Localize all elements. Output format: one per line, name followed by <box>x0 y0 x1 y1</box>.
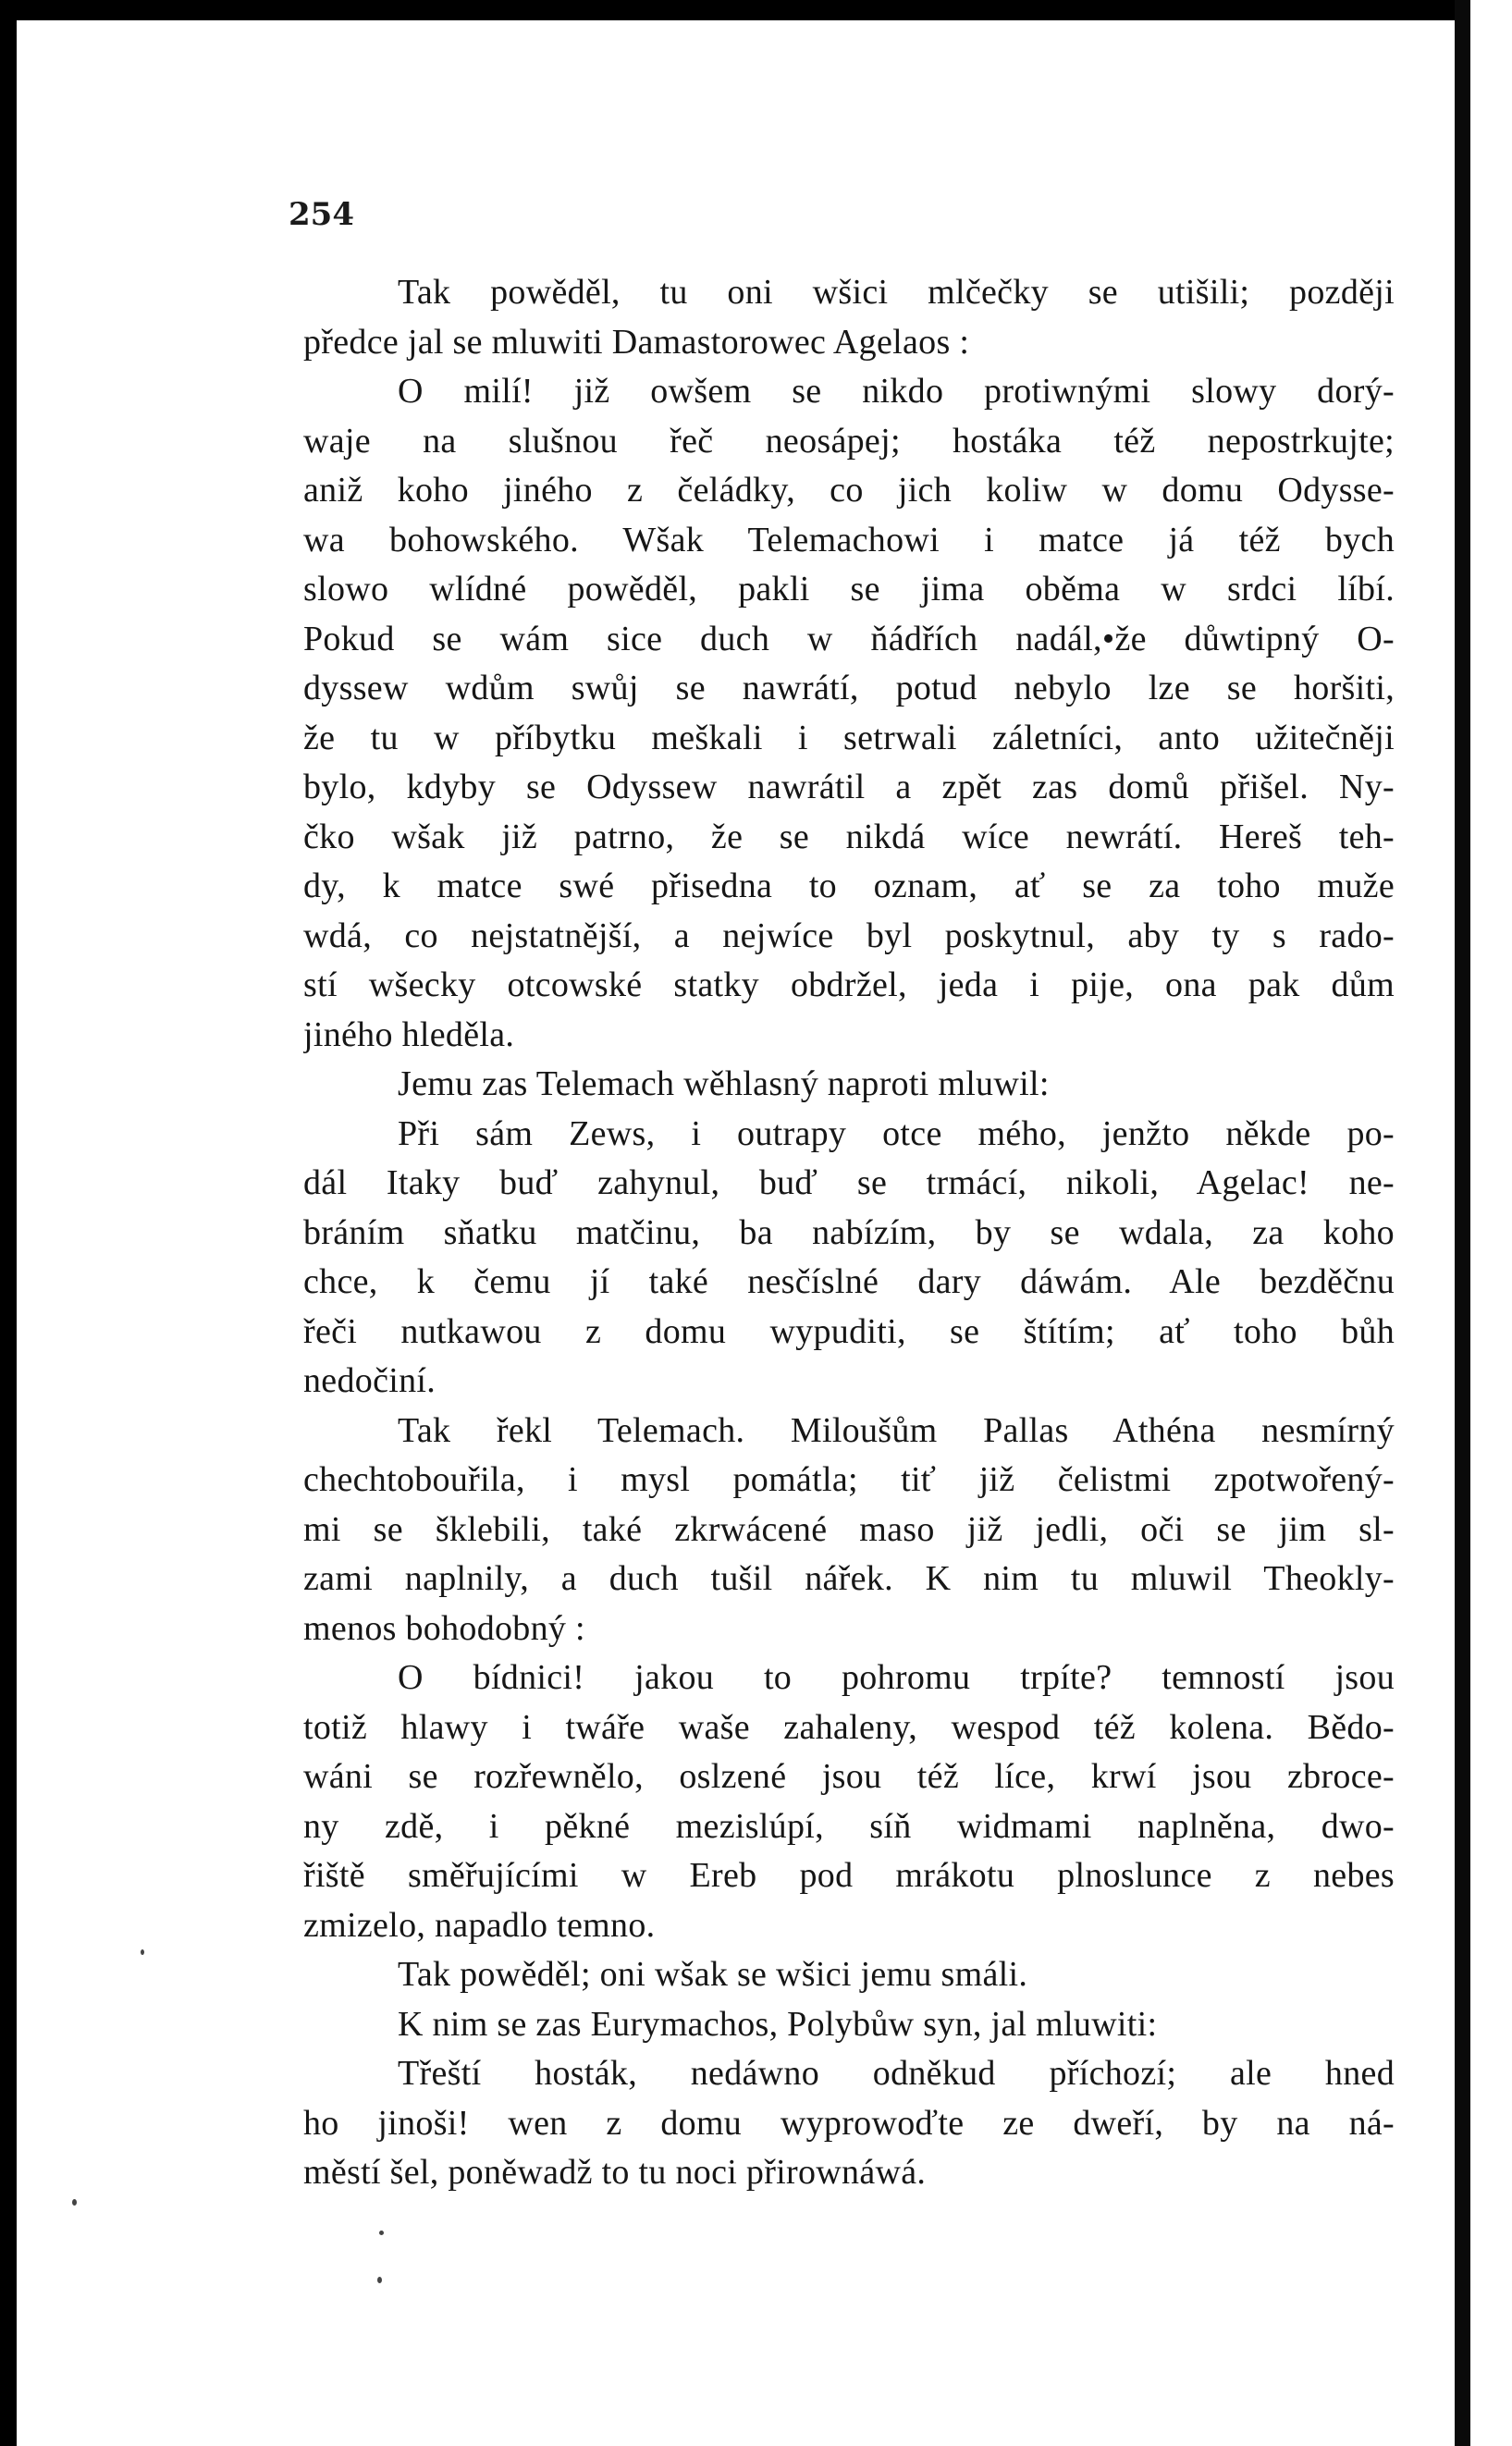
text-line: stí wšecky otcowské statky obdržel, jeda i pije, ona pak dům <box>303 965 1395 1004</box>
text-line: wáni se rozřewnělo, oslzené jsou též líce, krwí jsou zbroce- <box>303 1757 1395 1796</box>
text-line: řeči nutkawou z domu wypuditi, se štítím; ať toho bůh <box>303 1311 1395 1351</box>
text-line: bráním sňatku matčinu, ba nabízím, by se wdala, za koho <box>303 1212 1395 1252</box>
text-line: waje na slušnou řeč neosápej; hostáka též nepostrkujte; <box>303 421 1395 461</box>
text-line: bylo, kdyby se Odyssew nawrátil a zpět zas domů přišel. Ny- <box>303 768 1395 806</box>
text-line: wa bohowského. Wšak Telemachowi i matce já též bych <box>303 520 1395 559</box>
text-line: aniž koho jiného z čeládky, co jich koliw w domu Odysse- <box>303 471 1395 510</box>
text-line: chechtobouřila, i mysl pomátla; tiť již čelistmi zpotwořený- <box>303 1460 1395 1499</box>
text-line: O milí! již owšem se nikdo protiwnými slowy dorý- <box>398 372 1395 411</box>
text-line: dy, k matce swé přisedna to oznam, ať se za toho muže <box>303 867 1395 905</box>
text-line: Třeští hosták, nedáwno odněkud příchozí; ale hned <box>398 2054 1395 2093</box>
text-line: K nim se zas Eurymachos, Polybůw syn, jal mluwiti: <box>398 2004 1158 2044</box>
text-line: Tak řekl Telemach. Miloušům Pallas Athéna nesmírný <box>398 1410 1395 1450</box>
text-line: nedočiní. <box>303 1361 436 1400</box>
text-line: menos bohodobný : <box>303 1608 585 1648</box>
text-line: O bídnici! jakou to pohromu trpíte? temností jsou <box>398 1658 1395 1697</box>
text-line: wdá, co nejstatnější, a nejwíce byl poskytnul, aby ty s rado- <box>303 916 1395 955</box>
speck <box>377 2277 382 2283</box>
body-text <box>303 268 1395 2198</box>
text-line: předce jal se mluwiti Damastorowec Agelaos : <box>303 322 970 362</box>
next-page-edge <box>1470 0 1512 2446</box>
text-line: totiž hlawy i twáře waše zahaleny, wespod též kolena. Bědo- <box>303 1707 1395 1747</box>
text-line: zmizelo, napadlo temno. <box>303 1905 656 1945</box>
speck <box>141 1949 144 1955</box>
speck <box>379 2231 384 2235</box>
text-line: slowo wlídné powěděl, pakli se jima oběma w srdci líbí. <box>303 570 1395 608</box>
text-line: Tak powěděl, tu oni wšici mlčečky se utišili; později <box>398 273 1395 312</box>
text-line: dyssew wdům swůj se nawrátí, potud nebylo lze se horšiti, <box>303 669 1395 707</box>
text-line: ny zdě, i pěkné mezislúpí, síň widmami naplněna, dwo- <box>303 1806 1395 1846</box>
text-line: mi se šklebili, také zkrwácené maso již jedli, oči se jim sl- <box>303 1509 1395 1549</box>
text-line: dál Itaky buď zahynul, buď se trmácí, nikoli, Agelac! ne- <box>303 1163 1395 1202</box>
text-line: městí šel, poněwadž to tu noci přirownáwá. <box>303 2153 927 2192</box>
text-line: Při sám Zews, i outrapy otce mého, jenžto někde po- <box>398 1113 1395 1153</box>
text-line: chce, k čemu jí také nesčíslné dary dáwám. Ale bezděčnu <box>303 1262 1395 1301</box>
text-line: Tak powěděl; oni wšak se wšici jemu smáli. <box>398 1955 1028 1994</box>
text-line: ho jinoši! wen z domu wyprowoďte ze dweří, by na ná- <box>303 2103 1395 2143</box>
text-line: že tu w příbytku meškali i setrwali záletníci, anto užitečněji <box>303 718 1395 757</box>
text-line: zami naplnily, a duch tušil nářek. K nim tu mluwil Theokly- <box>303 1559 1395 1598</box>
text-line: čko wšak již patrno, že se nikdá wíce newrátí. Hereš teh- <box>303 817 1395 856</box>
text-line: Jemu zas Telemach wěhlasný naproti mluwil: <box>398 1064 1050 1103</box>
text-line: Pokud se wám sice duch w ňádřích nadál,•že důwtipný O- <box>303 619 1395 658</box>
text-line: jiného hleděla. <box>303 1014 515 1054</box>
text-line: řiště směřujícími w Ereb pod mrákotu plnoslunce z nebes <box>303 1856 1395 1895</box>
speck <box>72 2199 77 2206</box>
page-number: 254 <box>289 196 354 233</box>
